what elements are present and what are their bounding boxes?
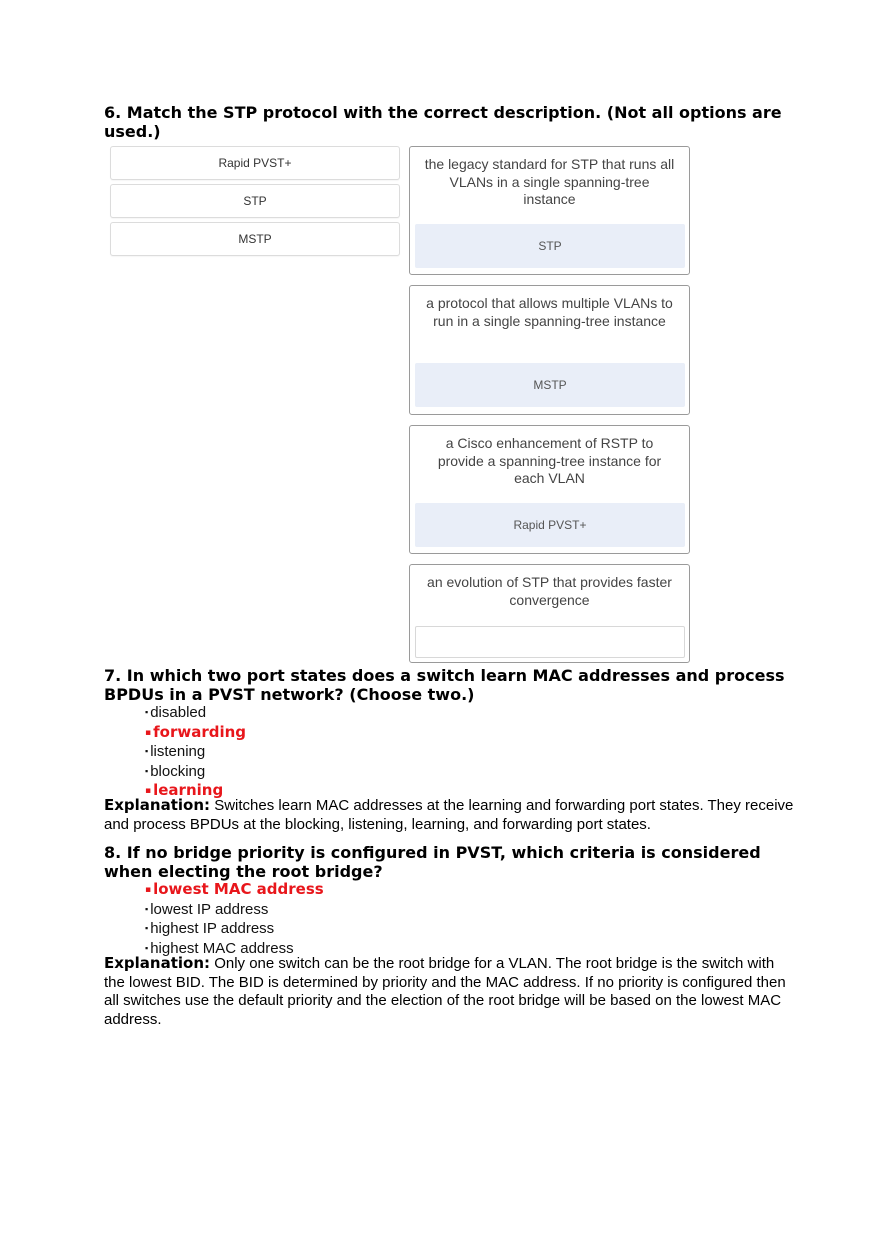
answer-option[interactable] — [145, 919, 324, 939]
question-6-title: 6. Match the STP protocol with the correct description. (Not all options are used.) — [104, 103, 782, 141]
answer-option[interactable] — [145, 742, 246, 762]
explanation-label: Explanation: — [104, 954, 211, 972]
match-target-1 — [409, 146, 690, 275]
target-description: the legacy standard for STP that runs all VLANs in a single spanning-tree instance — [424, 156, 675, 207]
drop-slot-filled[interactable]: STP — [415, 224, 685, 268]
answer-option[interactable] — [145, 880, 324, 900]
target-description: a protocol that allows multiple VLANs to run in a single spanning-tree instance — [426, 295, 673, 329]
drop-slot-empty[interactable] — [415, 626, 685, 658]
question-7-options — [145, 703, 246, 801]
target-description: an evolution of STP that provides faster convergence — [427, 574, 672, 608]
explanation-label: Explanation: — [104, 796, 211, 814]
answer-option[interactable] — [145, 762, 246, 782]
bullet-icon: ▪ — [145, 903, 149, 914]
bullet-icon: ▪ — [145, 923, 149, 934]
drag-option-rapid-pvst[interactable]: Rapid PVST+ — [110, 146, 400, 180]
drop-slot-filled[interactable]: Rapid PVST+ — [415, 503, 685, 547]
bullet-icon: ▪ — [145, 786, 152, 797]
question-7-explanation — [104, 796, 794, 834]
answer-option-text: highest IP address — [150, 920, 275, 938]
question-7-title: 7. In which two port states does a switch learn MAC addresses and process BPDUs in a PVST network? (Choose two.) — [104, 666, 785, 704]
bullet-icon: ▪ — [145, 765, 149, 776]
answer-option-text: learning — [153, 781, 224, 800]
match-target-2 — [409, 285, 690, 415]
drop-slot-filled[interactable]: MSTP — [415, 363, 685, 407]
bullet-icon: ▪ — [145, 707, 149, 717]
answer-option-text: highest MAC address — [150, 939, 294, 957]
target-description: a Cisco enhancement of RSTP to provide a spanning-tree instance for each VLAN — [437, 435, 662, 486]
explanation-text: Only one switch can be the root bridge for a VLAN. The root bridge is the switch with the lowest BID. The BID is determined by priority and the MAC address. If no priority is configured then all switches use the default priority and the election of the root bridge will be based on the lowest MAC address. — [104, 955, 786, 1028]
answer-option[interactable] — [145, 703, 246, 723]
answer-option-text: blocking — [150, 762, 206, 780]
answer-option-text: disabled — [150, 704, 207, 721]
drag-option-stp[interactable]: STP — [110, 184, 400, 218]
bullet-icon: ▪ — [145, 746, 149, 757]
question-8-title: 8. If no bridge priority is configured in PVST, which criteria is considered when electing the root bridge? — [104, 843, 761, 881]
match-target-4 — [409, 564, 690, 663]
question-8-explanation — [104, 954, 794, 1029]
answer-option-text: lowest MAC address — [153, 880, 324, 898]
answer-option-text: listening — [150, 743, 206, 761]
bullet-icon: ▪ — [145, 942, 149, 953]
question-8-options — [145, 880, 324, 958]
bullet-icon: ▪ — [145, 885, 152, 895]
drag-option-mstp[interactable]: MSTP — [110, 222, 400, 256]
bullet-icon: ▪ — [145, 727, 152, 738]
answer-option-text: forwarding — [153, 722, 247, 741]
explanation-text: Switches learn MAC addresses at the learning and forwarding port states. They receive and process BPDUs at the blocking, listening, learning, and forwarding port states. — [104, 797, 794, 833]
answer-option[interactable] — [145, 723, 246, 743]
answer-option[interactable] — [145, 900, 324, 920]
match-target-3 — [409, 425, 690, 554]
answer-option-text: lowest IP address — [150, 900, 269, 918]
